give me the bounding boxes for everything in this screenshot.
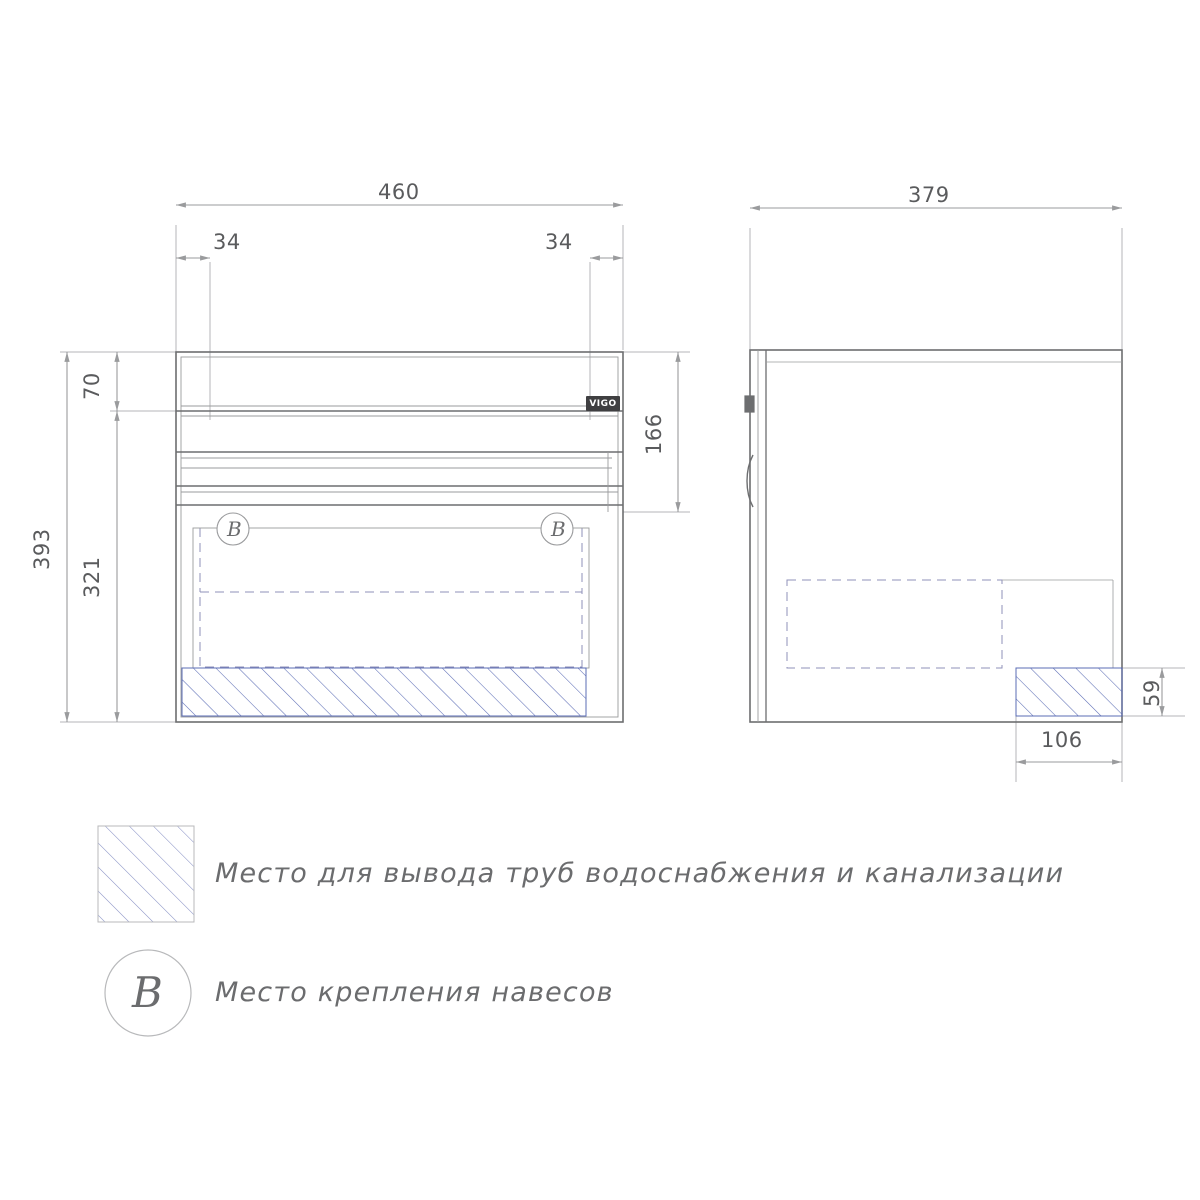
- dim-height-top-drawer: 70: [80, 372, 104, 400]
- brand-logo: VIGO: [586, 396, 620, 411]
- dim-pipe-zone-width: 106: [1041, 728, 1083, 752]
- dim-height-total: 393: [30, 528, 54, 570]
- dim-height-right-inner: 166: [642, 413, 666, 455]
- balloon-left-label: B: [227, 517, 242, 541]
- dim-offset-right: 34: [545, 230, 573, 254]
- balloon-right-label: B: [551, 517, 566, 541]
- legend-mount-text: Место крепления навесов: [215, 977, 614, 1008]
- legend-mount-symbol-label: B: [132, 968, 163, 1017]
- front-view-group: [60, 205, 690, 722]
- dim-offset-left: 34: [213, 230, 241, 254]
- dim-width-total: 460: [378, 180, 420, 204]
- side-view-group: [745, 208, 1185, 782]
- dim-height-bottom-drawer: 321: [80, 556, 104, 598]
- dim-pipe-zone-height: 59: [1140, 679, 1164, 707]
- dim-depth-total: 379: [908, 183, 950, 207]
- legend-pipes-text: Место для вывода труб водоснабжения и канализации: [215, 858, 1065, 889]
